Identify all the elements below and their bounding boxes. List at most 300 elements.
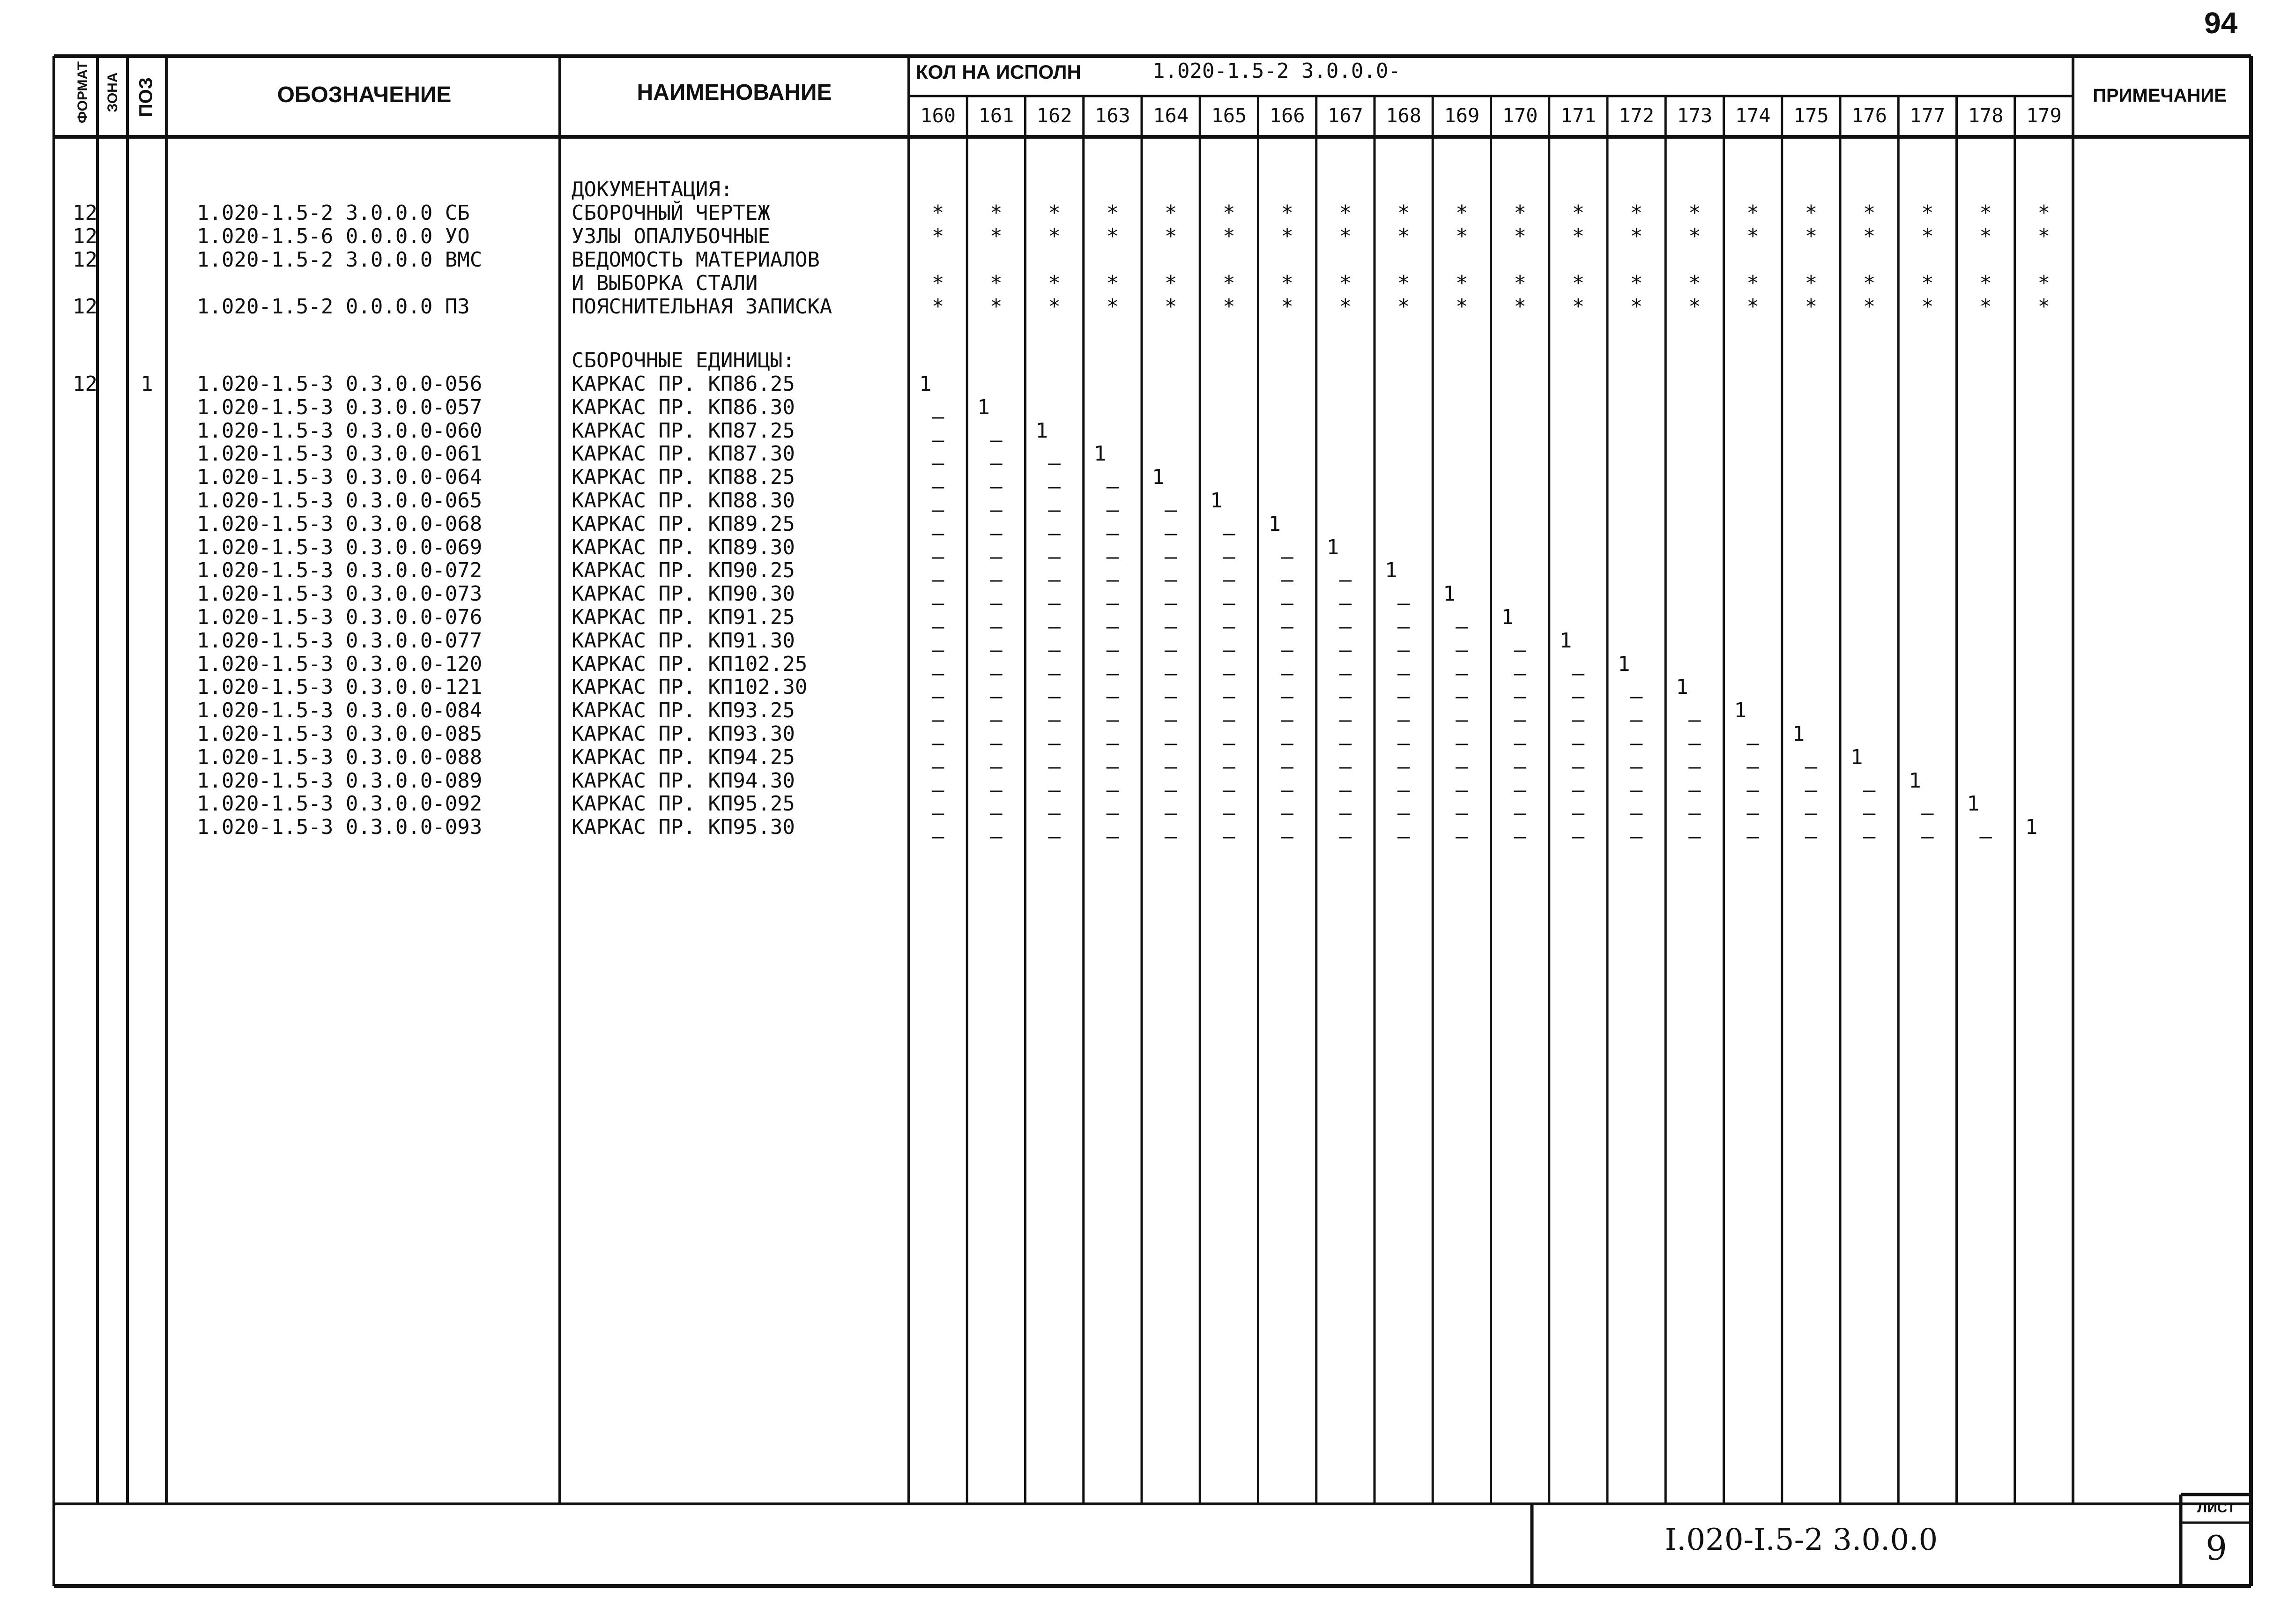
assembly-qty-one: 1	[919, 372, 932, 396]
assembly-qty-dash: –	[1164, 825, 1177, 849]
assembly-qty-dash: –	[1456, 778, 1468, 802]
assembly-designation: 1.020-1.5-3 0.3.0.0-061	[197, 442, 483, 466]
variant-header: 167	[1327, 104, 1363, 127]
doc-mark-cell: *	[1805, 295, 1818, 319]
doc-mark-cell: *	[1397, 224, 1410, 248]
assembly-qty-dash: –	[1456, 708, 1468, 732]
assembly-qty-dash: –	[1106, 544, 1119, 569]
variant-header: 176	[1851, 104, 1887, 127]
sheet-label: ЛИСТ	[2197, 1500, 2236, 1516]
assembly-qty-dash: –	[1339, 638, 1352, 662]
doc-mark-cell: *	[931, 224, 944, 248]
doc-mark-cell: *	[1339, 295, 1352, 319]
doc-mark-cell: *	[1281, 201, 1293, 225]
doc-mark-cell: *	[1223, 224, 1235, 248]
doc-designation: 1.020-1.5-2 3.0.0.0 ВМС	[197, 248, 483, 272]
doc-mark-cell: *	[1746, 295, 1759, 319]
assembly-qty-one: 1	[1501, 605, 1514, 629]
doc-mark-cell: *	[1339, 271, 1352, 295]
assembly-qty-dash: –	[1223, 754, 1235, 779]
assembly-qty-dash: –	[931, 638, 944, 662]
assembly-designation: 1.020-1.5-3 0.3.0.0-120	[197, 652, 483, 676]
assembly-qty-dash: –	[1339, 615, 1352, 639]
assembly-qty-dash: –	[931, 684, 944, 709]
doc-name: ВЕДОМОСТЬ МАТЕРИАЛОВ	[572, 248, 820, 272]
documentation-title: ДОКУМЕНТАЦИЯ:	[572, 178, 733, 201]
doc-name: УЗЛЫ ОПАЛУБОЧНЫЕ	[572, 224, 770, 248]
assembly-qty-dash: –	[1921, 801, 1934, 826]
doc-mark-cell: *	[990, 224, 1003, 248]
assembly-qty-one: 1	[1967, 792, 1979, 816]
assembly-qty-dash: –	[1048, 661, 1061, 685]
header-designation: ОБОЗНАЧЕНИЕ	[277, 82, 452, 107]
document-code: I.020-I.5-2 3.0.0.0	[1664, 1523, 1938, 1557]
assembly-qty-dash: –	[1106, 801, 1119, 826]
assembly-qty-one: 1	[1268, 512, 1281, 536]
doc-mark-cell: *	[1630, 295, 1643, 319]
assembly-name: КАРКАС ПР. КП89.30	[572, 535, 795, 559]
assembly-qty-dash: –	[1397, 661, 1410, 685]
assembly-qty-dash: –	[1688, 801, 1701, 826]
variant-header: 162	[1036, 104, 1072, 127]
assembly-qty-dash: –	[990, 778, 1003, 802]
assembly-qty-dash: –	[1339, 684, 1352, 709]
assembly-qty-dash: –	[1223, 684, 1235, 709]
assembly-qty-dash: –	[931, 475, 944, 499]
doc-mark-cell: *	[1514, 271, 1526, 295]
assembly-name: КАРКАС ПР. КП88.30	[572, 489, 795, 513]
doc-mark-cell: *	[1979, 224, 1992, 248]
assembly-designation: 1.020-1.5-3 0.3.0.0-089	[197, 768, 483, 793]
assembly-qty-dash: –	[1048, 451, 1061, 476]
assembly-qty-dash: –	[1688, 825, 1701, 849]
variant-header: 161	[978, 104, 1014, 127]
assembly-qty-dash: –	[931, 754, 944, 779]
doc-format-cell: 12	[73, 248, 97, 272]
assembly-qty-dash: –	[1223, 708, 1235, 732]
assembly-qty-one: 1	[977, 395, 990, 419]
assembly-qty-dash: –	[1281, 731, 1293, 755]
doc-mark-cell: *	[931, 271, 944, 295]
assembly-qty-dash: –	[1805, 801, 1818, 826]
assembly-qty-dash: –	[1397, 684, 1410, 709]
assembly-qty-dash: –	[1397, 754, 1410, 779]
assembly-designation: 1.020-1.5-3 0.3.0.0-084	[197, 699, 483, 723]
assembly-qty-dash: –	[1514, 638, 1526, 662]
doc-mark-cell: *	[1630, 271, 1643, 295]
assembly-name: КАРКАС ПР. КП94.25	[572, 745, 795, 769]
assembly-qty-dash: –	[1572, 684, 1585, 709]
assembly-qty-dash: –	[1339, 568, 1352, 592]
assembly-qty-dash: –	[931, 801, 944, 826]
doc-mark-cell: *	[2037, 271, 2051, 295]
assembly-qty-dash: –	[990, 475, 1003, 499]
doc-mark-cell: *	[1456, 224, 1468, 248]
assembly-qty-dash: –	[1746, 825, 1759, 849]
doc-mark-cell: *	[1863, 224, 1876, 248]
assembly-qty-dash: –	[1456, 754, 1468, 779]
assembly-qty-dash: –	[990, 731, 1003, 755]
doc-mark-cell: *	[1688, 201, 1701, 225]
doc-mark-cell: *	[931, 295, 944, 319]
assembly-qty-dash: –	[1164, 544, 1177, 569]
assembly-qty-dash: –	[1514, 825, 1526, 849]
assembly-qty-dash: –	[1164, 708, 1177, 732]
assembly-name: КАРКАС ПР. КП86.30	[572, 395, 795, 419]
assembly-qty-dash: –	[1164, 801, 1177, 826]
assembly-designation: 1.020-1.5-3 0.3.0.0-088	[197, 745, 483, 769]
variant-header: 172	[1619, 104, 1655, 127]
assembly-qty-one: 1	[1792, 722, 1805, 746]
assembly-qty-dash: –	[1630, 825, 1643, 849]
assembly-qty-dash: –	[931, 544, 944, 569]
doc-mark-cell: *	[1339, 224, 1352, 248]
assembly-qty-dash: –	[1281, 825, 1293, 849]
variant-header: 173	[1677, 104, 1713, 127]
assembly-qty-one: 1	[1618, 652, 1630, 676]
assembly-name: КАРКАС ПР. КП87.30	[572, 442, 795, 466]
doc-designation: 1.020-1.5-6 0.0.0.0 УО	[197, 224, 470, 248]
doc-mark-cell: *	[1048, 271, 1061, 295]
assembly-qty-dash: –	[1223, 825, 1235, 849]
doc-mark-cell: *	[1630, 224, 1643, 248]
doc-mark-cell: *	[1979, 201, 1992, 225]
doc-mark-cell: *	[1514, 201, 1526, 225]
assembly-qty-dash: –	[1572, 661, 1585, 685]
assembly-qty-dash: –	[1863, 778, 1876, 802]
assembly-qty-one: 1	[1559, 628, 1572, 653]
assembly-qty-dash: –	[1106, 754, 1119, 779]
assembly-name: КАРКАС ПР. КП95.30	[572, 815, 795, 840]
assembly-qty-dash: –	[1048, 801, 1061, 826]
assembly-qty-dash: –	[1397, 731, 1410, 755]
assembly-qty-dash: –	[1223, 615, 1235, 639]
assembly-qty-dash: –	[1281, 544, 1293, 569]
assembly-qty-dash: –	[1397, 615, 1410, 639]
assembly-qty-one: 1	[1210, 489, 1223, 513]
assembly-qty-dash: –	[1456, 731, 1468, 755]
assembly-designation: 1.020-1.5-3 0.3.0.0-076	[197, 605, 483, 629]
variant-header: 164	[1153, 104, 1189, 127]
assembly-qty-dash: –	[1456, 801, 1468, 826]
assembly-designation: 1.020-1.5-3 0.3.0.0-072	[197, 558, 483, 583]
assembly-qty-one: 1	[1152, 465, 1165, 490]
assembly-qty-dash: –	[990, 684, 1003, 709]
assembly-name: КАРКАС ПР. КП90.30	[572, 582, 795, 606]
assembly-qty-dash: –	[990, 801, 1003, 826]
assembly-qty-dash: –	[931, 661, 944, 685]
assembly-qty-dash: –	[1223, 661, 1235, 685]
assembly-qty-dash: –	[1048, 475, 1061, 499]
variant-header: 165	[1211, 104, 1247, 127]
doc-name: СБОРОЧНЫЙ ЧЕРТЕЖ	[572, 201, 770, 225]
doc-mark-cell: *	[1164, 271, 1177, 295]
assembly-qty-dash: –	[1805, 754, 1818, 779]
doc-mark-cell: *	[1863, 201, 1876, 225]
assembly-designation: 1.020-1.5-3 0.3.0.0-065	[197, 489, 483, 513]
assembly-designation: 1.020-1.5-3 0.3.0.0-069	[197, 535, 483, 559]
assembly-qty-dash: –	[1048, 498, 1061, 522]
doc-mark-cell: *	[1805, 224, 1818, 248]
assembly-qty-dash: –	[1106, 661, 1119, 685]
assembly-qty-dash: –	[1397, 825, 1410, 849]
doc-mark-cell: *	[1048, 201, 1061, 225]
doc-mark-cell: *	[1164, 201, 1177, 225]
assembly-qty-dash: –	[1281, 684, 1293, 709]
doc-mark-cell: *	[1979, 295, 1992, 319]
doc-designation: 1.020-1.5-2 3.0.0.0 СБ	[197, 201, 470, 225]
assembly-qty-dash: –	[1223, 778, 1235, 802]
assembly-name: КАРКАС ПР. КП93.30	[572, 722, 795, 746]
assembly-qty-one: 1	[2025, 815, 2038, 840]
doc-mark-cell: *	[1397, 295, 1410, 319]
assembly-qty-dash: –	[1746, 778, 1759, 802]
header-name: НАИМЕНОВАНИЕ	[637, 80, 832, 105]
assembly-qty-dash: –	[1048, 684, 1061, 709]
assembly-qty-dash: –	[1456, 825, 1468, 849]
assembly-qty-dash: –	[931, 708, 944, 732]
assembly-designation: 1.020-1.5-3 0.3.0.0-060	[197, 418, 483, 443]
assembly-qty-dash: –	[1514, 661, 1526, 685]
header-qty-base: 1.020-1.5-2 3.0.0.0-	[1152, 59, 1401, 83]
doc-mark-cell: *	[1281, 271, 1293, 295]
assembly-qty-dash: –	[1456, 638, 1468, 662]
assembly-qty-dash: –	[931, 428, 944, 452]
page-number: 94	[2204, 6, 2238, 40]
assembly-qty-dash: –	[1746, 731, 1759, 755]
assembly-qty-dash: –	[990, 428, 1003, 452]
assembly-qty-dash: –	[1688, 778, 1701, 802]
assembly-name: КАРКАС ПР. КП91.25	[572, 605, 795, 629]
assembly-qty-dash: –	[1281, 615, 1293, 639]
doc-mark-cell: *	[1572, 271, 1585, 295]
doc-mark-cell: *	[1921, 224, 1934, 248]
assembly-qty-dash: –	[1048, 708, 1061, 732]
doc-mark-cell: *	[1863, 271, 1876, 295]
assembly-qty-dash: –	[1688, 731, 1701, 755]
doc-mark-cell: *	[2037, 201, 2051, 225]
assembly-designation: 1.020-1.5-3 0.3.0.0-064	[197, 465, 483, 490]
header-zone: ЗОНА	[105, 72, 120, 112]
assembly-qty-dash: –	[1164, 568, 1177, 592]
doc-mark-cell: *	[1572, 295, 1585, 319]
doc-mark-cell: *	[1164, 224, 1177, 248]
assembly-qty-dash: –	[931, 521, 944, 545]
assembly-name: КАРКАС ПР. КП89.25	[572, 512, 795, 536]
assembly-name: КАРКАС ПР. КП102.25	[572, 652, 808, 676]
assembly-designation: 1.020-1.5-3 0.3.0.0-068	[197, 512, 483, 536]
assembly-name: КАРКАС ПР. КП90.25	[572, 558, 795, 583]
assembly-qty-dash: –	[1223, 544, 1235, 569]
header-pos: ПОЗ	[135, 77, 156, 117]
assembly-qty-dash: –	[1281, 708, 1293, 732]
assembly-qty-dash: –	[1223, 521, 1235, 545]
assembly-qty-dash: –	[1339, 731, 1352, 755]
doc-mark-cell: *	[1223, 201, 1235, 225]
assembly-qty-dash: –	[1630, 801, 1643, 826]
assembly-title: СБОРОЧНЫЕ ЕДИНИЦЫ:	[572, 349, 795, 372]
assembly-qty-dash: –	[1106, 778, 1119, 802]
doc-mark-cell: *	[1397, 271, 1410, 295]
assembly-qty-dash: –	[1572, 708, 1585, 732]
assembly-qty-dash: –	[1339, 825, 1352, 849]
assembly-qty-dash: –	[1223, 638, 1235, 662]
assembly-qty-dash: –	[1397, 708, 1410, 732]
header-qty-label: КОЛ НА ИСПОЛН	[916, 61, 1081, 83]
variant-header: 169	[1444, 104, 1480, 127]
assembly-qty-one: 1	[1850, 745, 1863, 769]
doc-mark-cell: *	[1223, 271, 1235, 295]
assembly-qty-dash: –	[1106, 615, 1119, 639]
variant-header: 170	[1502, 104, 1538, 127]
assembly-qty-dash: –	[990, 498, 1003, 522]
doc-mark-cell: *	[1456, 295, 1468, 319]
doc-mark-cell: *	[990, 201, 1003, 225]
assembly-qty-dash: –	[1979, 825, 1992, 849]
assembly-qty-dash: –	[1339, 661, 1352, 685]
assembly-qty-dash: –	[1048, 521, 1061, 545]
assembly-qty-dash: –	[1223, 801, 1235, 826]
assembly-qty-dash: –	[1514, 684, 1526, 709]
assembly-qty-dash: –	[1572, 731, 1585, 755]
assembly-qty-dash: –	[1106, 684, 1119, 709]
doc-mark-cell: *	[1921, 295, 1934, 319]
doc-mark-cell: *	[1456, 271, 1468, 295]
doc-mark-cell: *	[1630, 201, 1643, 225]
assembly-format-cell: 12	[73, 372, 97, 396]
variant-header: 171	[1560, 104, 1596, 127]
assembly-qty-dash: –	[1805, 825, 1818, 849]
assembly-qty-dash: –	[1164, 498, 1177, 522]
assembly-qty-dash: –	[931, 498, 944, 522]
assembly-qty-dash: –	[1921, 825, 1934, 849]
doc-mark-cell: *	[1164, 295, 1177, 319]
assembly-qty-dash: –	[1339, 591, 1352, 616]
doc-mark-cell: *	[1805, 271, 1818, 295]
doc-mark-cell: *	[1048, 295, 1061, 319]
assembly-qty-dash: –	[1339, 754, 1352, 779]
assembly-qty-dash: –	[1456, 661, 1468, 685]
assembly-qty-dash: –	[1048, 615, 1061, 639]
assembly-name: КАРКАС ПР. КП95.25	[572, 792, 795, 816]
assembly-qty-dash: –	[1572, 754, 1585, 779]
assembly-qty-dash: –	[1223, 568, 1235, 592]
assembly-qty-dash: –	[1572, 825, 1585, 849]
doc-mark-cell: *	[1223, 295, 1235, 319]
doc-mark-cell: *	[1456, 201, 1468, 225]
assembly-qty-dash: –	[1339, 708, 1352, 732]
assembly-qty-dash: –	[931, 591, 944, 616]
assembly-qty-dash: –	[1514, 801, 1526, 826]
assembly-qty-one: 1	[1093, 442, 1107, 466]
sheet-number: 9	[2206, 1528, 2227, 1568]
assembly-qty-dash: –	[1863, 801, 1876, 826]
variant-header: 163	[1094, 104, 1130, 127]
doc-name-line2: И ВЫБОРКА СТАЛИ	[572, 271, 758, 295]
doc-mark-cell: *	[1688, 224, 1701, 248]
assembly-designation: 1.020-1.5-3 0.3.0.0-121	[197, 675, 483, 699]
assembly-designation: 1.020-1.5-3 0.3.0.0-092	[197, 792, 483, 816]
assembly-designation: 1.020-1.5-3 0.3.0.0-057	[197, 395, 483, 419]
assembly-qty-dash: –	[1164, 521, 1177, 545]
doc-mark-cell: *	[1106, 271, 1119, 295]
assembly-qty-dash: –	[931, 404, 944, 429]
assembly-qty-dash: –	[1106, 498, 1119, 522]
assembly-qty-dash: –	[1514, 778, 1526, 802]
assembly-qty-dash: –	[1397, 778, 1410, 802]
assembly-qty-dash: –	[931, 778, 944, 802]
assembly-qty-dash: –	[1572, 778, 1585, 802]
assembly-qty-dash: –	[990, 591, 1003, 616]
assembly-qty-dash: –	[1048, 754, 1061, 779]
assembly-qty-dash: –	[1106, 475, 1119, 499]
assembly-qty-dash: –	[1048, 568, 1061, 592]
assembly-qty-dash: –	[1514, 708, 1526, 732]
assembly-qty-dash: –	[1048, 778, 1061, 802]
assembly-qty-dash: –	[931, 731, 944, 755]
assembly-qty-dash: –	[1164, 684, 1177, 709]
doc-mark-cell: *	[1048, 224, 1061, 248]
assembly-qty-dash: –	[931, 825, 944, 849]
doc-mark-cell: *	[1746, 224, 1759, 248]
doc-mark-cell: *	[1281, 224, 1293, 248]
assembly-qty-dash: –	[1630, 731, 1643, 755]
variant-header: 174	[1735, 104, 1771, 127]
variant-header: 178	[1968, 104, 2004, 127]
doc-format-cell: 12	[73, 224, 97, 248]
assembly-qty-dash: –	[1339, 778, 1352, 802]
assembly-qty-dash: –	[1164, 661, 1177, 685]
assembly-qty-dash: –	[990, 661, 1003, 685]
assembly-qty-dash: –	[1106, 731, 1119, 755]
assembly-name: КАРКАС ПР. КП102.30	[572, 675, 808, 699]
doc-mark-cell: *	[1746, 201, 1759, 225]
assembly-qty-dash: –	[990, 638, 1003, 662]
assembly-designation: 1.020-1.5-3 0.3.0.0-085	[197, 722, 483, 746]
assembly-qty-one: 1	[1385, 558, 1397, 583]
doc-mark-cell: *	[1106, 201, 1119, 225]
doc-mark-cell: *	[1688, 295, 1701, 319]
doc-mark-cell: *	[1979, 271, 1992, 295]
doc-mark-cell: *	[1106, 295, 1119, 319]
assembly-designation: 1.020-1.5-3 0.3.0.0-056	[197, 372, 483, 396]
assembly-qty-dash: –	[990, 544, 1003, 569]
assembly-qty-dash: –	[990, 615, 1003, 639]
assembly-designation: 1.020-1.5-3 0.3.0.0-077	[197, 628, 483, 653]
doc-mark-cell: *	[1746, 271, 1759, 295]
assembly-qty-dash: –	[1106, 568, 1119, 592]
doc-mark-cell: *	[990, 271, 1003, 295]
assembly-qty-one: 1	[1734, 699, 1746, 723]
assembly-qty-one: 1	[1443, 582, 1456, 606]
assembly-qty-dash: –	[990, 451, 1003, 476]
doc-name: ПОЯСНИТЕЛЬНАЯ ЗАПИСКА	[572, 295, 832, 319]
assembly-qty-dash: –	[1514, 731, 1526, 755]
assembly-qty-dash: –	[931, 451, 944, 476]
doc-mark-cell: *	[1921, 271, 1934, 295]
assembly-qty-dash: –	[1339, 801, 1352, 826]
assembly-qty-dash: –	[1281, 801, 1293, 826]
assembly-designation: 1.020-1.5-3 0.3.0.0-073	[197, 582, 483, 606]
assembly-qty-dash: –	[1572, 801, 1585, 826]
doc-mark-cell: *	[1106, 224, 1119, 248]
assembly-qty-dash: –	[1456, 684, 1468, 709]
doc-format-cell: 12	[73, 201, 97, 225]
assembly-designation: 1.020-1.5-3 0.3.0.0-093	[197, 815, 483, 840]
assembly-name: КАРКАС ПР. КП91.30	[572, 628, 795, 653]
assembly-qty-dash: –	[1164, 754, 1177, 779]
assembly-qty-dash: –	[1397, 638, 1410, 662]
